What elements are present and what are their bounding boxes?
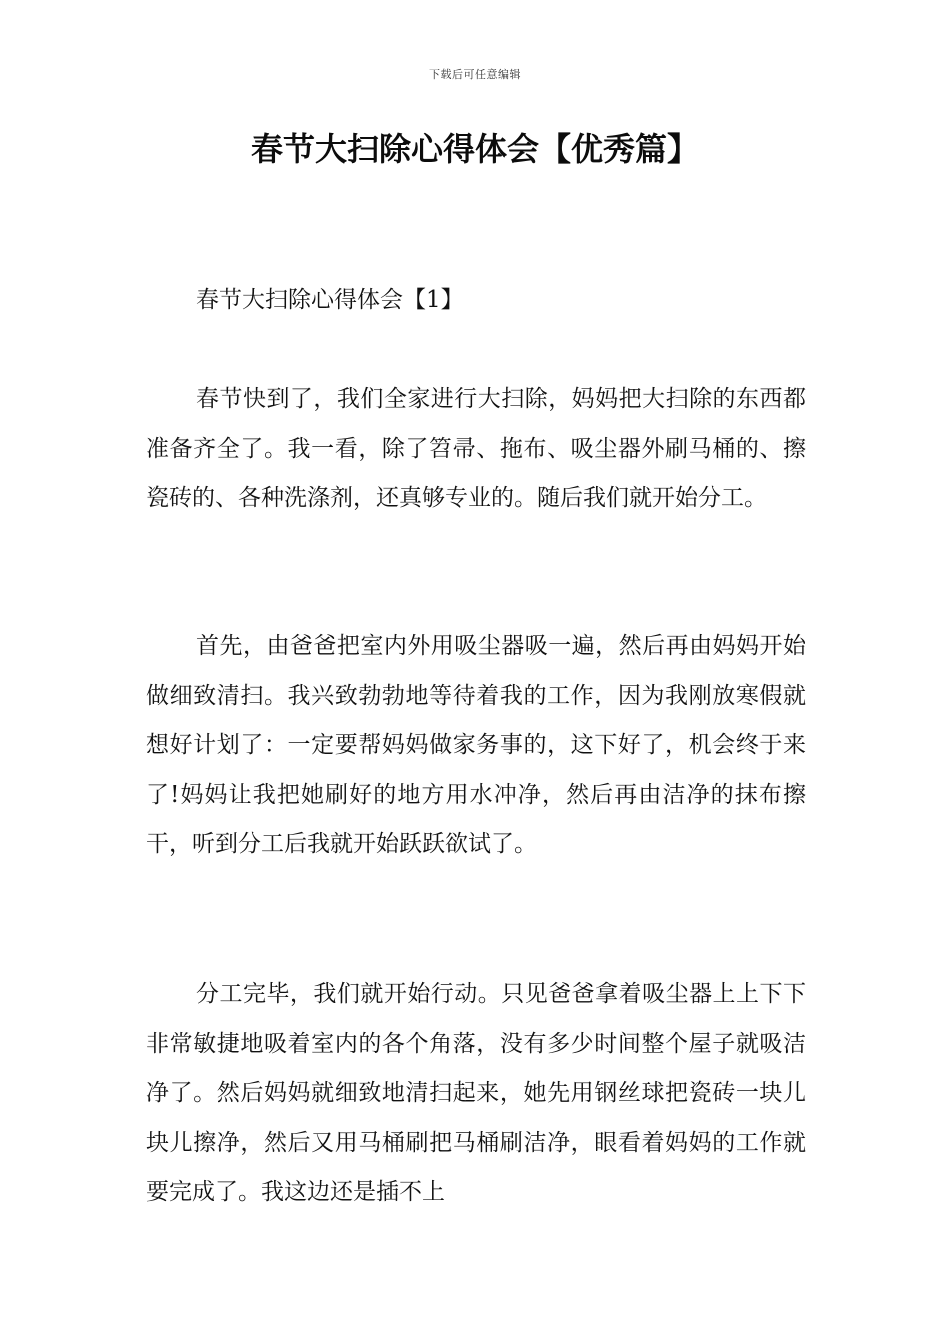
paragraph-1: 春节快到了，我们全家进行大扫除，妈妈把大扫除的东西都准备齐全了。我一看，除了笤帚、拖布、吸尘器外刷马桶的、擦瓷砖的、各种洗涤剂，还真够专业的。随后我们就开始分工。 xyxy=(146,386,806,511)
page-title: 春节大扫除心得体会【优秀篇】 xyxy=(250,130,699,168)
paragraph-2: 首先，由爸爸把室内外用吸尘器吸一遍，然后再由妈妈开始做细致清扫。我兴致勃勃地等待着我的工作，因为我刚放寒假就想好计划了：一定要帮妈妈做家务事的，这下好了，机会终于来了!妈妈让我把她刷好的地方用水冲净，然后再由洁净的抹布擦干，听到分工后我就开始跃跃欲试了。 xyxy=(146,633,806,857)
header-note: 下载后可任意编辑 xyxy=(429,68,521,81)
section-heading: 春节大扫除心得体会【1】 xyxy=(196,287,464,313)
paragraph-3: 分工完毕，我们就开始行动。只见爸爸拿着吸尘器上上下下非常敏捷地吸着室内的各个角落，没有多少时间整个屋子就吸洁净了。然后妈妈就细致地清扫起来，她先用钢丝球把瓷砖一块儿块儿擦净，然后又用马桶刷把马桶刷洁净，眼看着妈妈的工作就要完成了。我这边还是插不上 xyxy=(146,981,806,1205)
